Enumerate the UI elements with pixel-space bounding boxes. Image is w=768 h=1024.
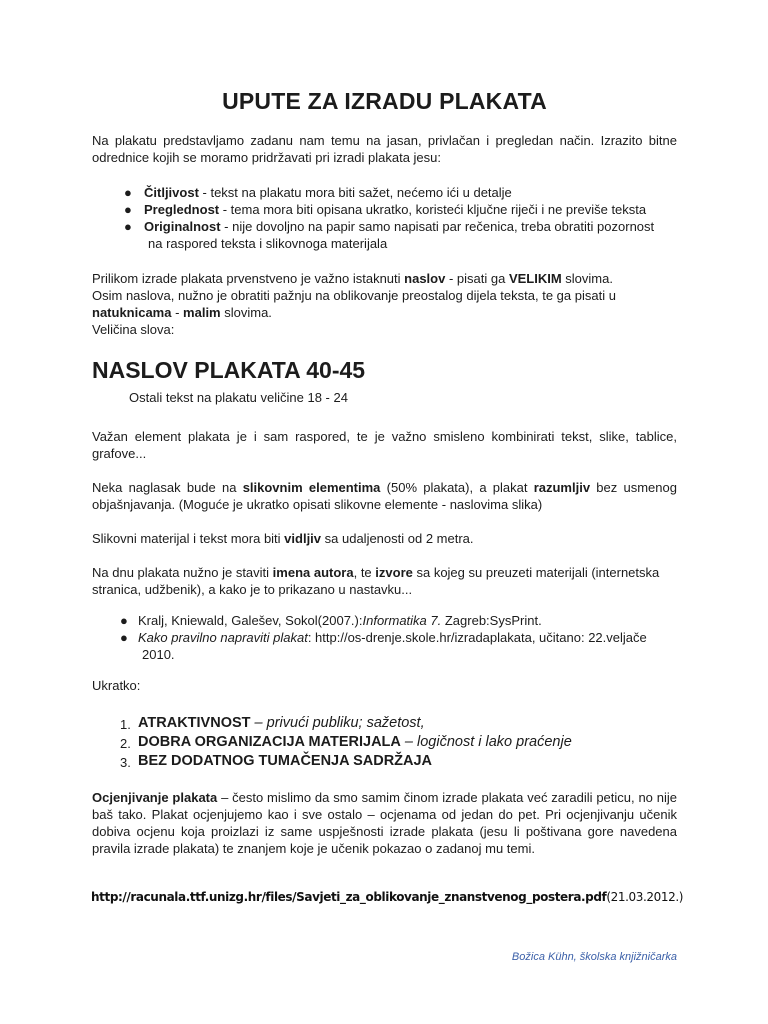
reference-year: 2010. <box>142 647 175 662</box>
text-run: bez usmenog objašnjavanja. (Moguće je ukratko opisati slikovne elemente - naslovima slika) <box>92 480 677 512</box>
document-title: UPUTE ZA IZRADU PLAKATA <box>222 88 547 114</box>
summary-detail: – logičnost i lako praćenje <box>400 734 572 750</box>
references-list <box>92 612 677 663</box>
criterion-text-continued: na raspored teksta i slikovnoga materijala <box>148 236 388 251</box>
bullet-icon: ● <box>124 219 132 234</box>
text-run-bold: VELIKIM <box>508 271 562 286</box>
list-item <box>120 752 677 771</box>
list-item <box>124 184 677 201</box>
grading-paragraph <box>92 789 677 857</box>
summary-point: DOBRA ORGANIZACIJA MATERIJALA <box>138 734 401 750</box>
text-run: Osim naslova, nužno je obratiti pažnju na oblikovanje preostalog dijela teksta, te ga pisati u <box>92 288 616 303</box>
bullet-icon: ● <box>120 630 128 645</box>
text-run: slovima. <box>220 305 272 320</box>
summary-point: BEZ DODATNOG TUMAČENJA SADRŽAJA <box>138 753 433 769</box>
reference-url: : http://os-drenje.skole.hr/izradaplakata, učitano: 22.veljače <box>307 630 647 645</box>
text-run: Neka naglasak bude na <box>92 480 243 495</box>
author-signature: Božica Kühn, školska knjižničarka <box>511 951 677 963</box>
text-run-bold: imena autora <box>272 565 354 580</box>
criterion-text: - nije dovoljno na papir samo napisati par rečenica, treba obratiti pozornost <box>220 219 655 234</box>
reference-authors: Kralj, Kniewald, Galešev, Sokol(2007.): <box>138 613 363 628</box>
poster-title-size-heading: NASLOV PLAKATA 40-45 <box>92 357 366 383</box>
criterion-term: Čitljivost <box>144 185 199 200</box>
list-number: 2. <box>120 736 131 751</box>
text-run: slovima. <box>561 271 613 286</box>
bullet-icon: ● <box>124 202 132 217</box>
title-paragraph <box>92 270 677 338</box>
criterion-term: Originalnost <box>144 219 221 234</box>
text-run-bold: vidljiv <box>284 531 322 546</box>
reference-title: Informatika 7. <box>362 613 442 628</box>
text-run-bold: razumljiv <box>533 480 591 495</box>
text-run: – često mislimo da smo samim činom izrade plakata već zaradili peticu, no nije baš tako. Plakat ocjenjujemo kao i sve ostalo – ocjenama od jedan do pet. Pri ocjenjivanju učenik dobiva ocjenu koja proizlazi iz same uspješnosti izrade plakata (jesu li poštivana gore navedena pravila izrade plakata) te znanjem koje je učenik pokazao o zadanoj mu temi. <box>92 790 677 856</box>
text-run: , te <box>353 565 376 580</box>
list-item <box>120 733 677 752</box>
list-number: 1. <box>120 717 131 732</box>
font-size-label: Veličina slova: <box>92 322 175 337</box>
text-run-bold: slikovnim elementima <box>242 480 381 495</box>
summary-point: ATRAKTIVNOST <box>138 715 251 731</box>
visibility-paragraph <box>92 530 677 547</box>
list-number: 3. <box>120 755 131 770</box>
list-item <box>124 201 677 218</box>
summary-detail: – privući publiku; sažetost, <box>250 715 425 731</box>
text-run: sa udaljenosti od 2 metra. <box>321 531 474 546</box>
text-run-bold: malim <box>183 305 221 320</box>
reference-publisher: Zagreb:SysPrint. <box>441 613 542 628</box>
text-run-bold: izvore <box>375 565 413 580</box>
list-item <box>120 612 677 629</box>
criterion-term: Preglednost <box>144 202 220 217</box>
reference-title: Kako pravilno napraviti plakat <box>138 630 308 645</box>
criterion-text: - tema mora biti opisana ukratko, koristeći ključne riječi i ne previše teksta <box>219 202 647 217</box>
layout-paragraph: Važan element plakata je i sam raspored, te je važno smisleno kombinirati tekst, slike, tablice, grafove... <box>92 429 677 461</box>
text-run: Slikovni materijal i tekst mora biti <box>92 531 285 546</box>
authors-paragraph <box>92 564 677 598</box>
summary-list <box>92 714 677 771</box>
text-run: sa kojeg su preuzeti materijali (internetska stranica, udžbenik), a kako je to prikazano u nastavku... <box>92 565 660 597</box>
text-run: (50% plakata), a plakat <box>380 480 534 495</box>
criteria-list <box>92 184 677 252</box>
text-run: Na dnu plakata nužno je staviti <box>92 565 273 580</box>
text-run-bold: natuknicama <box>92 305 172 320</box>
bullet-icon: ● <box>124 185 132 200</box>
other-text-size-line: Ostali tekst na plakatu veličine 18 - 24 <box>129 390 348 405</box>
list-item <box>120 629 677 663</box>
criterion-text: - tekst na plakatu mora biti sažet, nećemo ići u detalje <box>198 185 512 200</box>
source-date: (21.03.2012.) <box>606 890 684 904</box>
source-link[interactable]: http://racunala.ttf.unizg.hr/files/Savjeti_za_oblikovanje_znanstvenog_postera.pdf <box>91 890 607 904</box>
list-item <box>120 714 677 733</box>
bullet-icon: ● <box>120 613 128 628</box>
summary-label: Ukratko: <box>92 678 141 693</box>
intro-paragraph: Na plakatu predstavljamo zadanu nam temu na jasan, privlačan i pregledan način. Izrazito bitne odrednice kojih se moramo pridržavati pri izradi plakata jesu: <box>92 133 677 165</box>
list-item <box>124 218 677 252</box>
text-run: Prilikom izrade plakata prvenstveno je važno istaknuti <box>92 271 405 286</box>
emphasis-paragraph <box>92 479 677 513</box>
text-run: - pisati ga <box>445 271 509 286</box>
text-run: - <box>171 305 184 320</box>
source-link-line <box>91 890 683 904</box>
text-run-bold: naslov <box>404 271 446 286</box>
document-body <box>92 88 677 857</box>
text-run-bold: Ocjenjivanje plakata <box>92 790 218 805</box>
